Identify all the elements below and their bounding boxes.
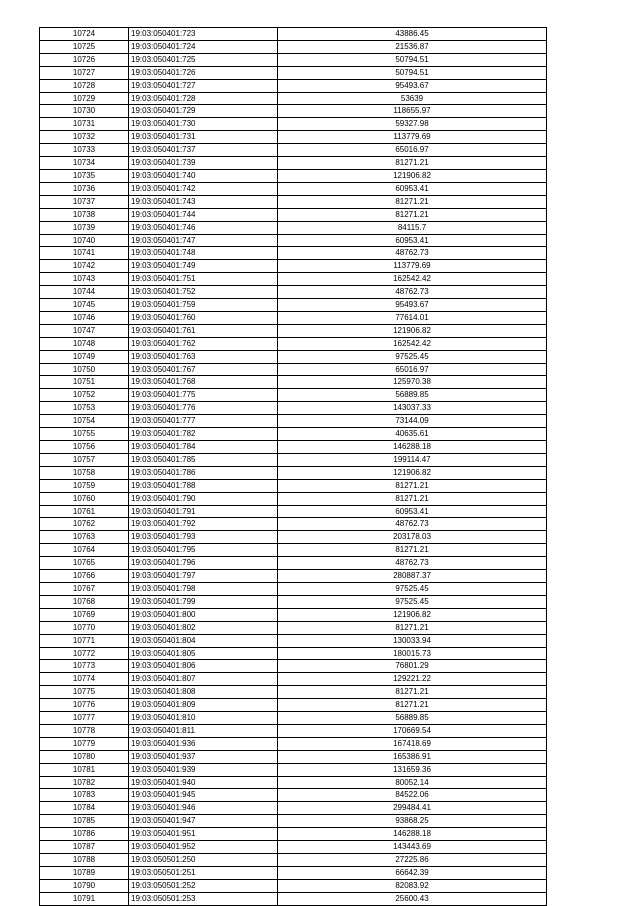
row-number-cell: 10732	[40, 131, 129, 144]
value-cell: 81271.21	[278, 492, 547, 505]
row-number-cell: 10782	[40, 776, 129, 789]
row-number-cell: 10735	[40, 169, 129, 182]
row-number-cell: 10726	[40, 53, 129, 66]
cadastral-number-cell: 19:03:050401:777	[129, 415, 278, 428]
cadastral-number-cell: 19:03:050401:792	[129, 518, 278, 531]
table-row	[40, 557, 547, 570]
table-row	[40, 415, 547, 428]
table-row	[40, 286, 547, 299]
value-cell: 95493.67	[278, 299, 547, 312]
value-cell: 170669.54	[278, 724, 547, 737]
table-row	[40, 466, 547, 479]
row-number-cell: 10786	[40, 828, 129, 841]
cadastral-number-cell: 19:03:050401:947	[129, 815, 278, 828]
table-row	[40, 699, 547, 712]
table-row	[40, 337, 547, 350]
cadastral-number-cell: 19:03:050401:742	[129, 182, 278, 195]
table-row	[40, 518, 547, 531]
table-row	[40, 169, 547, 182]
row-number-cell: 10766	[40, 570, 129, 583]
value-cell: 81271.21	[278, 686, 547, 699]
table-row	[40, 608, 547, 621]
table-row	[40, 531, 547, 544]
table-row	[40, 221, 547, 234]
cadastral-number-cell: 19:03:050401:739	[129, 157, 278, 170]
cadastral-number-cell: 19:03:050401:784	[129, 441, 278, 454]
cadastral-number-cell: 19:03:050401:793	[129, 531, 278, 544]
value-cell: 121906.82	[278, 608, 547, 621]
cadastral-number-cell: 19:03:050401:728	[129, 92, 278, 105]
table-row	[40, 737, 547, 750]
cadastral-number-cell: 19:03:050401:752	[129, 286, 278, 299]
table-row	[40, 879, 547, 892]
row-number-cell: 10755	[40, 428, 129, 441]
cadastral-number-cell: 19:03:050401:761	[129, 324, 278, 337]
row-number-cell: 10746	[40, 311, 129, 324]
row-number-cell: 10736	[40, 182, 129, 195]
value-cell: 199114.47	[278, 453, 547, 466]
value-cell: 77614.01	[278, 311, 547, 324]
cadastral-number-cell: 19:03:050501:250	[129, 854, 278, 867]
table-row	[40, 441, 547, 454]
row-number-cell: 10744	[40, 286, 129, 299]
table-row	[40, 505, 547, 518]
table-row	[40, 453, 547, 466]
table-row	[40, 750, 547, 763]
value-cell: 121906.82	[278, 324, 547, 337]
value-cell: 56889.85	[278, 389, 547, 402]
row-number-cell: 10756	[40, 441, 129, 454]
cadastral-number-cell: 19:03:050401:747	[129, 234, 278, 247]
cadastral-number-cell: 19:03:050401:807	[129, 673, 278, 686]
table-row	[40, 544, 547, 557]
table-row	[40, 660, 547, 673]
value-cell: 118655.97	[278, 105, 547, 118]
cadastral-number-cell: 19:03:050401:936	[129, 737, 278, 750]
row-number-cell: 10731	[40, 118, 129, 131]
row-number-cell: 10753	[40, 402, 129, 415]
table-row	[40, 28, 547, 41]
value-cell: 60953.41	[278, 182, 547, 195]
value-cell: 60953.41	[278, 234, 547, 247]
cadastral-number-cell: 19:03:050401:811	[129, 724, 278, 737]
row-number-cell: 10777	[40, 712, 129, 725]
value-cell: 65016.97	[278, 363, 547, 376]
cadastral-number-cell: 19:03:050401:731	[129, 131, 278, 144]
cadastral-number-cell: 19:03:050401:937	[129, 750, 278, 763]
row-number-cell: 10790	[40, 879, 129, 892]
cadastral-number-cell: 19:03:050401:740	[129, 169, 278, 182]
table-row	[40, 582, 547, 595]
cadastral-number-cell: 19:03:050401:946	[129, 802, 278, 815]
value-cell: 143037.33	[278, 402, 547, 415]
cadastral-number-cell: 19:03:050401:767	[129, 363, 278, 376]
cadastral-number-cell: 19:03:050401:945	[129, 789, 278, 802]
cadastral-number-cell: 19:03:050401:760	[129, 311, 278, 324]
row-number-cell: 10724	[40, 28, 129, 41]
cadastral-number-cell: 19:03:050401:804	[129, 634, 278, 647]
value-cell: 48762.73	[278, 247, 547, 260]
value-cell: 180015.73	[278, 647, 547, 660]
table-row	[40, 402, 547, 415]
cadastral-number-cell: 19:03:050401:737	[129, 144, 278, 157]
value-cell: 125970.38	[278, 376, 547, 389]
row-number-cell: 10787	[40, 841, 129, 854]
table-row	[40, 595, 547, 608]
value-cell: 80052.14	[278, 776, 547, 789]
value-cell: 21536.87	[278, 40, 547, 53]
row-number-cell: 10784	[40, 802, 129, 815]
table-row	[40, 634, 547, 647]
cadastral-number-cell: 19:03:050401:791	[129, 505, 278, 518]
table-row	[40, 686, 547, 699]
cadastral-number-cell: 19:03:050401:800	[129, 608, 278, 621]
row-number-cell: 10776	[40, 699, 129, 712]
cadastral-number-cell: 19:03:050401:748	[129, 247, 278, 260]
cadastral-number-cell: 19:03:050401:951	[129, 828, 278, 841]
cadastral-number-cell: 19:03:050401:785	[129, 453, 278, 466]
value-cell: 73144.09	[278, 415, 547, 428]
value-cell: 203178.03	[278, 531, 547, 544]
cadastral-number-cell: 19:03:050401:743	[129, 195, 278, 208]
value-cell: 129221.22	[278, 673, 547, 686]
value-cell: 81271.21	[278, 157, 547, 170]
table-row	[40, 118, 547, 131]
table-row	[40, 673, 547, 686]
table-row	[40, 324, 547, 337]
table-row	[40, 776, 547, 789]
cadastral-number-cell: 19:03:050401:725	[129, 53, 278, 66]
table-row	[40, 208, 547, 221]
table-row	[40, 311, 547, 324]
table-row	[40, 712, 547, 725]
cadastral-number-cell: 19:03:050401:724	[129, 40, 278, 53]
cadastral-number-cell: 19:03:050401:749	[129, 260, 278, 273]
table-row	[40, 389, 547, 402]
value-cell: 97525.45	[278, 350, 547, 363]
cadastral-number-cell: 19:03:050401:751	[129, 273, 278, 286]
value-cell: 59327.98	[278, 118, 547, 131]
row-number-cell: 10734	[40, 157, 129, 170]
row-number-cell: 10729	[40, 92, 129, 105]
row-number-cell: 10764	[40, 544, 129, 557]
row-number-cell: 10725	[40, 40, 129, 53]
table-row	[40, 66, 547, 79]
cadastral-number-cell: 19:03:050401:940	[129, 776, 278, 789]
value-cell: 121906.82	[278, 169, 547, 182]
value-cell: 84115.7	[278, 221, 547, 234]
row-number-cell: 10791	[40, 892, 129, 905]
row-number-cell: 10745	[40, 299, 129, 312]
cadastral-number-cell: 19:03:050401:797	[129, 570, 278, 583]
value-cell: 81271.21	[278, 479, 547, 492]
row-number-cell: 10789	[40, 866, 129, 879]
value-cell: 97525.45	[278, 595, 547, 608]
row-number-cell: 10748	[40, 337, 129, 350]
cadastral-number-cell: 19:03:050401:810	[129, 712, 278, 725]
row-number-cell: 10751	[40, 376, 129, 389]
cadastral-number-cell: 19:03:050401:727	[129, 79, 278, 92]
cadastral-number-cell: 19:03:050401:776	[129, 402, 278, 415]
table-row	[40, 892, 547, 905]
cadastral-number-cell: 19:03:050401:782	[129, 428, 278, 441]
value-cell: 299484.41	[278, 802, 547, 815]
cadastral-number-cell: 19:03:050401:744	[129, 208, 278, 221]
value-cell: 81271.21	[278, 621, 547, 634]
table-row	[40, 428, 547, 441]
table-row	[40, 79, 547, 92]
table-row	[40, 479, 547, 492]
cadastral-number-cell: 19:03:050501:252	[129, 879, 278, 892]
table-row	[40, 182, 547, 195]
table-row	[40, 247, 547, 260]
value-cell: 81271.21	[278, 195, 547, 208]
row-number-cell: 10749	[40, 350, 129, 363]
value-cell: 48762.73	[278, 557, 547, 570]
table-row	[40, 363, 547, 376]
value-cell: 162542.42	[278, 273, 547, 286]
cadastral-number-cell: 19:03:050501:253	[129, 892, 278, 905]
value-cell: 60953.41	[278, 505, 547, 518]
table-row	[40, 105, 547, 118]
value-cell: 43886.45	[278, 28, 547, 41]
table-row	[40, 866, 547, 879]
value-cell: 56889.85	[278, 712, 547, 725]
value-cell: 82083.92	[278, 879, 547, 892]
value-cell: 81271.21	[278, 208, 547, 221]
value-cell: 131659.36	[278, 763, 547, 776]
row-number-cell: 10762	[40, 518, 129, 531]
value-cell: 113779.69	[278, 131, 547, 144]
cadastral-number-cell: 19:03:050401:939	[129, 763, 278, 776]
row-number-cell: 10750	[40, 363, 129, 376]
row-number-cell: 10757	[40, 453, 129, 466]
value-cell: 146288.18	[278, 828, 547, 841]
table-row	[40, 854, 547, 867]
value-cell: 280887.37	[278, 570, 547, 583]
row-number-cell: 10783	[40, 789, 129, 802]
table-row	[40, 131, 547, 144]
value-cell: 48762.73	[278, 518, 547, 531]
row-number-cell: 10741	[40, 247, 129, 260]
cadastral-number-cell: 19:03:050401:775	[129, 389, 278, 402]
value-cell: 76801.29	[278, 660, 547, 673]
cadastral-number-cell: 19:03:050401:768	[129, 376, 278, 389]
row-number-cell: 10739	[40, 221, 129, 234]
document-page	[39, 27, 547, 906]
cadastral-number-cell: 19:03:050401:796	[129, 557, 278, 570]
row-number-cell: 10727	[40, 66, 129, 79]
table-row	[40, 724, 547, 737]
value-cell: 48762.73	[278, 286, 547, 299]
cadastral-number-cell: 19:03:050401:802	[129, 621, 278, 634]
row-number-cell: 10779	[40, 737, 129, 750]
row-number-cell: 10768	[40, 595, 129, 608]
row-number-cell: 10761	[40, 505, 129, 518]
row-number-cell: 10775	[40, 686, 129, 699]
cadastral-number-cell: 19:03:050401:795	[129, 544, 278, 557]
value-cell: 93868.25	[278, 815, 547, 828]
table-row	[40, 92, 547, 105]
row-number-cell: 10785	[40, 815, 129, 828]
row-number-cell: 10780	[40, 750, 129, 763]
row-number-cell: 10765	[40, 557, 129, 570]
table-row	[40, 234, 547, 247]
table-row	[40, 841, 547, 854]
table-row	[40, 789, 547, 802]
row-number-cell: 10770	[40, 621, 129, 634]
row-number-cell: 10747	[40, 324, 129, 337]
cadastral-number-cell: 19:03:050401:788	[129, 479, 278, 492]
row-number-cell: 10758	[40, 466, 129, 479]
cadastral-number-cell: 19:03:050401:952	[129, 841, 278, 854]
value-cell: 25600.43	[278, 892, 547, 905]
cadastral-number-cell: 19:03:050401:762	[129, 337, 278, 350]
row-number-cell: 10733	[40, 144, 129, 157]
row-number-cell: 10743	[40, 273, 129, 286]
row-number-cell: 10759	[40, 479, 129, 492]
value-cell: 50794.51	[278, 53, 547, 66]
table-body	[40, 28, 547, 906]
cadastral-number-cell: 19:03:050401:808	[129, 686, 278, 699]
value-cell: 162542.42	[278, 337, 547, 350]
value-cell: 165386.91	[278, 750, 547, 763]
value-cell: 121906.82	[278, 466, 547, 479]
cadastral-number-cell: 19:03:050401:759	[129, 299, 278, 312]
table-row	[40, 195, 547, 208]
value-cell: 146288.18	[278, 441, 547, 454]
table-row	[40, 492, 547, 505]
cadastral-number-cell: 19:03:050401:805	[129, 647, 278, 660]
table-row	[40, 299, 547, 312]
table-row	[40, 763, 547, 776]
value-cell: 27225.86	[278, 854, 547, 867]
table-row	[40, 621, 547, 634]
cadastral-number-cell: 19:03:050501:251	[129, 866, 278, 879]
cadastral-number-cell: 19:03:050401:786	[129, 466, 278, 479]
table-row	[40, 802, 547, 815]
value-cell: 113779.69	[278, 260, 547, 273]
row-number-cell: 10752	[40, 389, 129, 402]
value-cell: 81271.21	[278, 544, 547, 557]
table-row	[40, 815, 547, 828]
table-row	[40, 260, 547, 273]
row-number-cell: 10742	[40, 260, 129, 273]
cadastral-number-cell: 19:03:050401:729	[129, 105, 278, 118]
value-cell: 53639	[278, 92, 547, 105]
table-row	[40, 273, 547, 286]
value-cell: 95493.67	[278, 79, 547, 92]
value-cell: 81271.21	[278, 699, 547, 712]
value-cell: 40635.61	[278, 428, 547, 441]
table-row	[40, 376, 547, 389]
table-row	[40, 53, 547, 66]
table-row	[40, 144, 547, 157]
row-number-cell: 10769	[40, 608, 129, 621]
value-cell: 65016.97	[278, 144, 547, 157]
cadastral-number-cell: 19:03:050401:726	[129, 66, 278, 79]
row-number-cell: 10763	[40, 531, 129, 544]
value-cell: 84522.06	[278, 789, 547, 802]
row-number-cell: 10772	[40, 647, 129, 660]
row-number-cell: 10737	[40, 195, 129, 208]
row-number-cell: 10738	[40, 208, 129, 221]
cadastral-number-cell: 19:03:050401:809	[129, 699, 278, 712]
cadastral-number-cell: 19:03:050401:798	[129, 582, 278, 595]
row-number-cell: 10740	[40, 234, 129, 247]
table-row	[40, 40, 547, 53]
data-table	[39, 27, 547, 906]
row-number-cell: 10778	[40, 724, 129, 737]
cadastral-number-cell: 19:03:050401:790	[129, 492, 278, 505]
cadastral-number-cell: 19:03:050401:730	[129, 118, 278, 131]
value-cell: 167418.69	[278, 737, 547, 750]
cadastral-number-cell: 19:03:050401:806	[129, 660, 278, 673]
table-row	[40, 157, 547, 170]
table-row	[40, 570, 547, 583]
row-number-cell: 10754	[40, 415, 129, 428]
table-row	[40, 828, 547, 841]
cadastral-number-cell: 19:03:050401:763	[129, 350, 278, 363]
row-number-cell: 10781	[40, 763, 129, 776]
row-number-cell: 10774	[40, 673, 129, 686]
row-number-cell: 10767	[40, 582, 129, 595]
table-row	[40, 350, 547, 363]
value-cell: 97525.45	[278, 582, 547, 595]
row-number-cell: 10728	[40, 79, 129, 92]
row-number-cell: 10788	[40, 854, 129, 867]
row-number-cell: 10771	[40, 634, 129, 647]
value-cell: 50794.51	[278, 66, 547, 79]
table-row	[40, 647, 547, 660]
cadastral-number-cell: 19:03:050401:799	[129, 595, 278, 608]
value-cell: 130033.94	[278, 634, 547, 647]
cadastral-number-cell: 19:03:050401:746	[129, 221, 278, 234]
cadastral-number-cell: 19:03:050401:723	[129, 28, 278, 41]
row-number-cell: 10730	[40, 105, 129, 118]
row-number-cell: 10773	[40, 660, 129, 673]
row-number-cell: 10760	[40, 492, 129, 505]
value-cell: 143443.69	[278, 841, 547, 854]
value-cell: 66642.39	[278, 866, 547, 879]
